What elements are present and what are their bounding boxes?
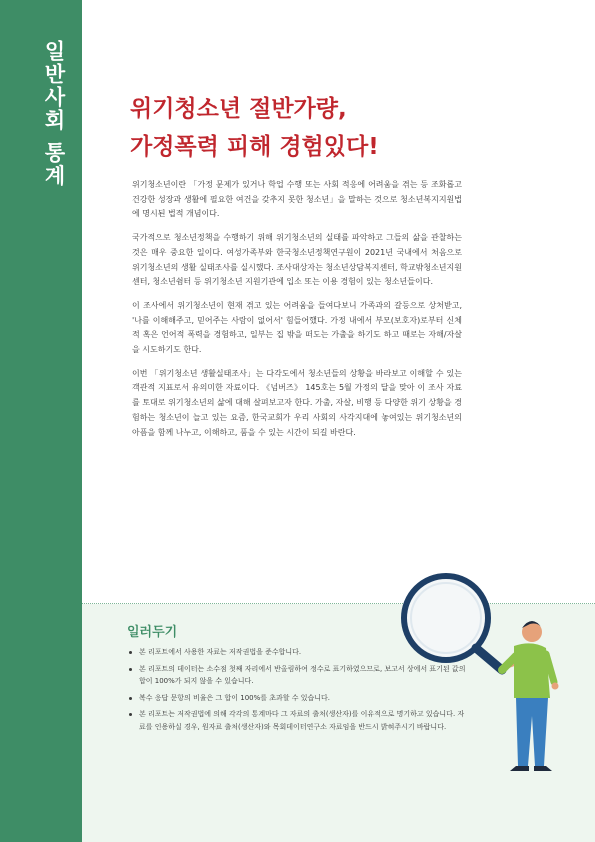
paragraph: 이번 「위기청소년 생활실태조사」는 다각도에서 청소년들의 상황을 바라보고 이해할 수 있는 객관적 지표로서 유의미한 자료이다. 《넘버즈》 145호는 5월 가정의 달을 맞아 이 조사 자료를 토대로 위기청소년의 삶에 대해 살펴보고자 한다. 가출, 자살, 비행 등 다양한 위기 상황을 경험하는 청소년이 늘고 있는 요즘, 한국교회가 우리 사회의 사각지대에 놓여있는 위기청소년의 아픔을 함께 나누고, 이해하고, 품을 수 있는 시간이 되길 바란다. — [132, 368, 462, 437]
note-text: 본 리포트는 저작권법에 의해 각각의 통계마다 그 자료의 출처(생산자)를 이유적으로 명기하고 있습니다. 자료를 인용하실 경우, 원자료 출처(생산자)와 목회데이터연구소 자료임을 반드시 밝혀주시기 바랍니다. — [139, 710, 465, 731]
person-legs — [516, 698, 548, 766]
note-text: 본 리포트의 데이터는 소수점 첫째 자리에서 반올림하여 정수로 표기하였으므로, 보고서 상에서 표기된 값의 합이 100%가 되지 않을 수 있습니다. — [139, 664, 466, 685]
bullet-icon — [129, 651, 132, 654]
title-line-1: 위기청소년 절반가량, — [130, 96, 347, 122]
notes-title: 일러두기 — [127, 625, 178, 640]
magnifier-handle — [476, 648, 502, 670]
page-title — [130, 90, 550, 166]
sidebar — [0, 0, 82, 842]
bullet-icon — [129, 713, 132, 716]
bullet-icon — [129, 697, 132, 700]
paragraph: 위기청소년이란 「가정 문제가 있거나 학업 수행 또는 사회 적응에 어려움을 겪는 등 조화롭고 건강한 성장과 생활에 필요한 여건을 갖추지 못한 청소년」을 말하는 것으로 청소년복지지원법에 명시된 법적 개념이다. — [132, 180, 462, 219]
section-label: 일반사회 통계 — [42, 40, 66, 188]
note-text: 복수 응답 문항의 비율은 그 합이 100%를 초과할 수 있습니다. — [139, 693, 331, 702]
magnifier-person-illustration — [390, 570, 570, 820]
body-text — [132, 178, 462, 449]
bullet-icon — [129, 668, 132, 671]
title-line-2: 가정폭력 피해 경험있다! — [130, 134, 379, 160]
paragraph: 이 조사에서 위기청소년이 현재 겪고 있는 어려움을 들여다보니 가족과의 갈등으로 상처받고, '나를 이해해주고, 믿어주는 사람이 없어서' 힘들어했다. 가정 내에서 부모(보호자)로부터 신체적 혹은 언어적 폭력을 경험하고, 일부는 집 밖을 떠도는 가출을 하기도 하고 때로는 자해/자살을 시도하기도 한다. — [132, 300, 462, 355]
note-text: 본 리포트에서 사용한 자료는 저작권법을 준수합니다. — [139, 648, 302, 656]
paragraph: 국가적으로 청소년정책을 수행하기 위해 위기청소년의 실태를 파악하고 그들의 삶을 관찰하는 것은 매우 중요한 일이다. 여성가족부와 한국청소년정책연구원이 2021년 국내에서 처음으로 위기청소년의 생활 실태조사를 실시했다. 조사대상자는 청소년상담복지센터, 학교밖청소년지원센터, 청소년쉼터 등 위기청소년 지원기관에 입소 또는 이용 경험이 있는 청소년들이다. — [132, 233, 462, 287]
